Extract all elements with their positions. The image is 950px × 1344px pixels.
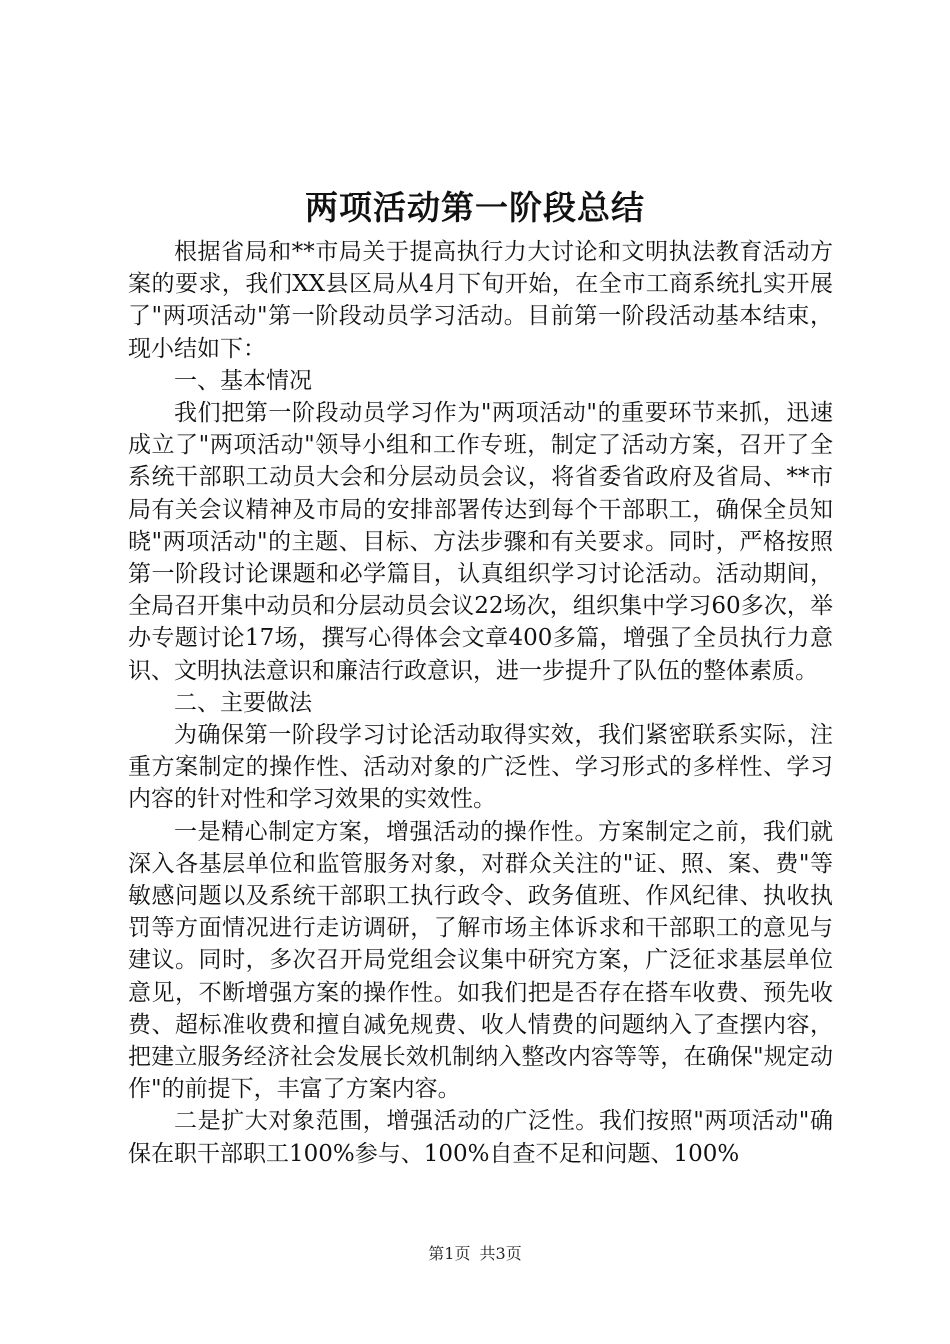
section-heading-main-practices: 二、主要做法 <box>174 689 312 716</box>
paragraph-intro: 根据省局和**市局关于提高执行力大讨论和文明执法教育活动方案的要求，我们XX县区局从4月下旬开始，在全市工商系统扎实开展了"两项活动"第一阶段动员学习活动。目前第一阶段活动基本结束，现小结如下： <box>128 239 833 362</box>
document-body <box>128 236 833 1170</box>
paragraph-main-practices-intro: 为确保第一阶段学习讨论活动取得实效，我们紧密联系实际，注重方案制定的操作性、活动对象的广泛性、学习形式的多样性、学习内容的针对性和学习效果的实效性。 <box>128 722 833 813</box>
section-heading-basic-situation: 一、基本情况 <box>174 367 312 394</box>
paragraph-practice-two: 二是扩大对象范围，增强活动的广泛性。我们按照"两项活动"确保在职干部职工100%参与、100%自查不足和问题、100% <box>128 1108 833 1167</box>
paragraph-basic-situation: 我们把第一阶段动员学习作为"两项活动"的重要环节来抓，迅速成立了"两项活动"领导小组和工作专班，制定了活动方案，召开了全系统干部职工动员大会和分层动员会议，将省委省政府及省局、**市局有关会议精神及市局的安排部署传达到每个干部职工，确保全员知晓"两项活动"的主题、目标、方法步骤和有关要求。同时，严格按照第一阶段讨论课题和必学篇目，认真组织学习讨论活动。活动期间，全局召开集中动员和分层动员会议22场次，组织集中学习60多次，举办专题讨论17场，撰写心得体会文章400多篇，增强了全员执行力意识、文明执法意识和廉洁行政意识，进一步提升了队伍的整体素质。 <box>128 400 833 684</box>
document-title: 两项活动第一阶段总结 <box>305 188 645 227</box>
page-total: 共3页 <box>479 1244 522 1263</box>
paragraph-practice-one: 一是精心制定方案，增强活动的操作性。方案制定之前，我们就深入各基层单位和监管服务对象，对群众关注的"证、照、案、费"等敏感问题以及系统干部职工执行政令、政务值班、作风纪律、执收执罚等方面情况进行走访调研，了解市场主体诉求和干部职工的意见与建议。同时，多次召开局党组会议集中研究方案，广泛征求基层单位意见，不断增强方案的操作性。如我们把是否存在搭车收费、预先收费、超标准收费和擅自减免规费、收人情费的问题纳入了查摆内容，把建立服务经济社会发展长效机制纳入整改内容等等，在确保"规定动作"的前提下，丰富了方案内容。 <box>128 818 833 1103</box>
page-number: 第1页 <box>428 1244 471 1263</box>
page-footer <box>0 1243 950 1265</box>
